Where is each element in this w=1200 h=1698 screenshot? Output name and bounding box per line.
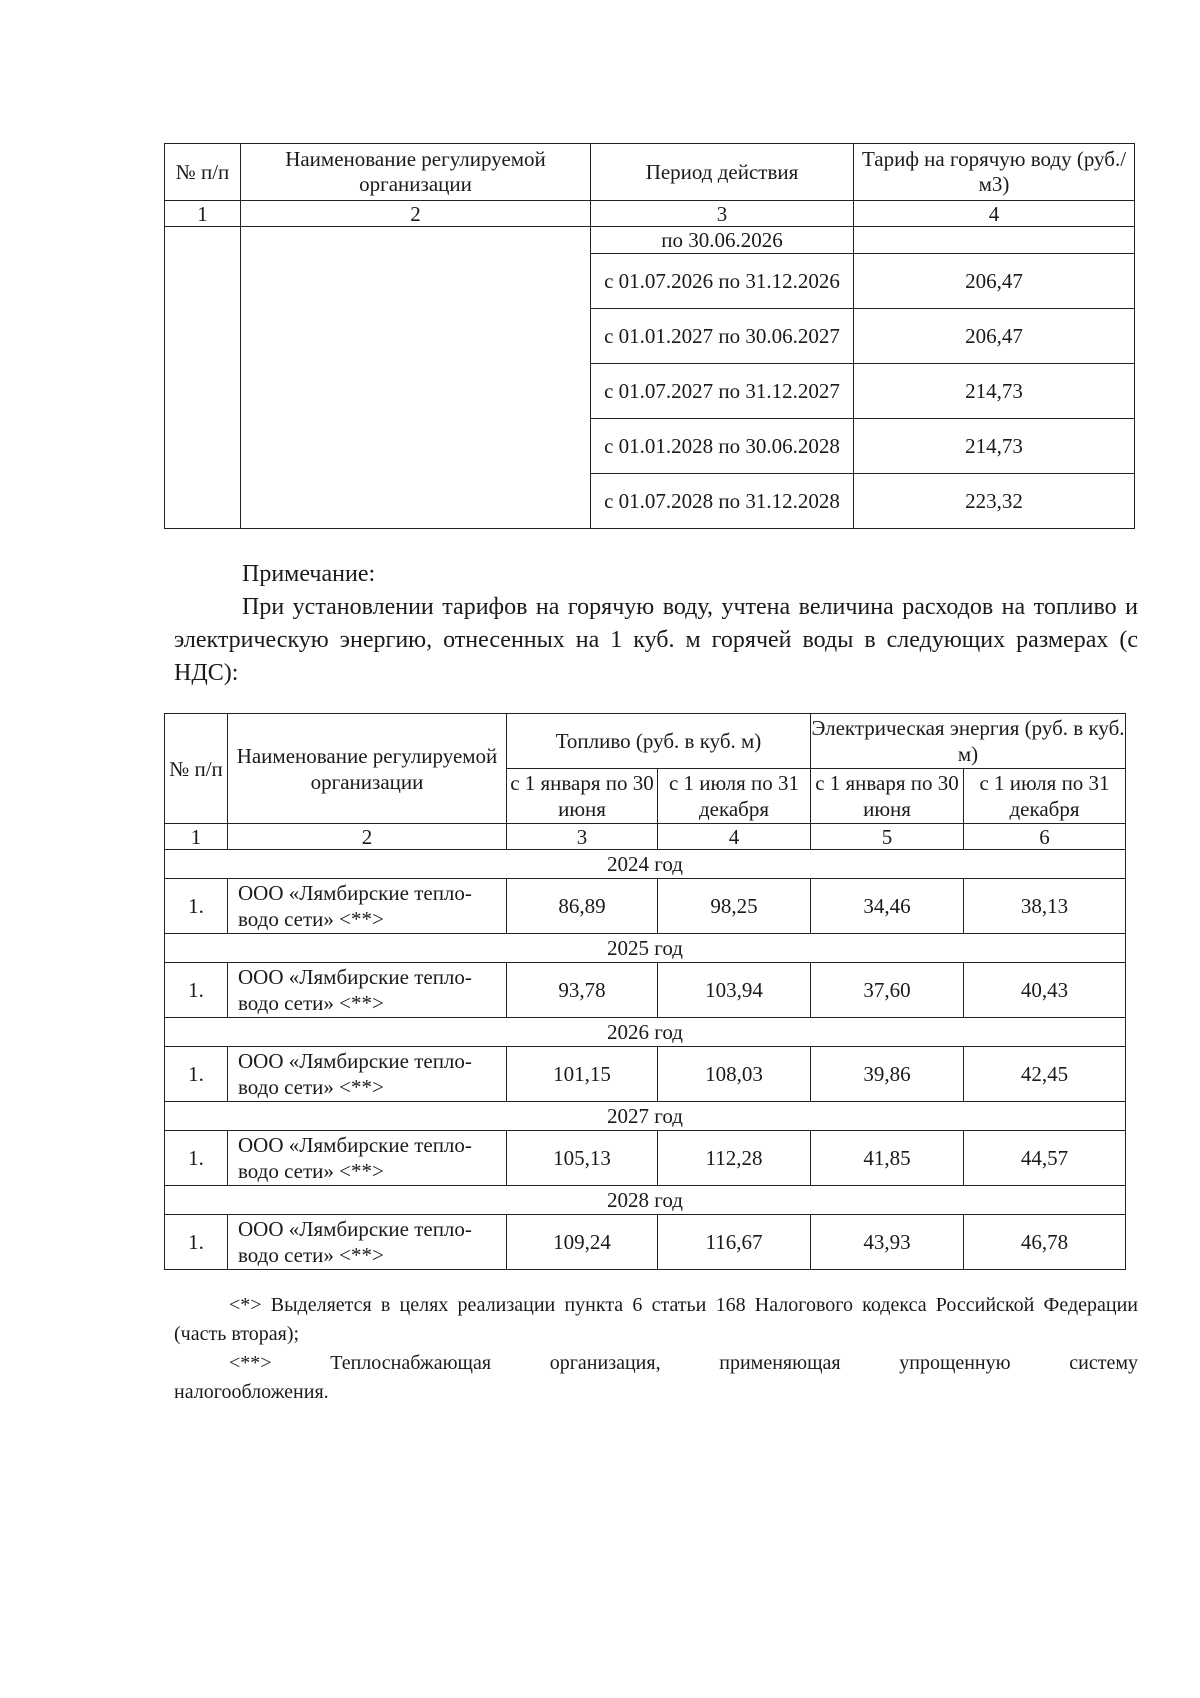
- fuel-jan-value: 93,78: [507, 963, 658, 1018]
- electric-jan-value: 43,93: [811, 1215, 964, 1270]
- year-label: 2024 год: [165, 850, 1126, 879]
- table-header-row: [165, 144, 1135, 201]
- period-cell: по 30.06.2026: [591, 227, 854, 254]
- electric-jul-value: 38,13: [964, 879, 1126, 934]
- year-label: 2026 год: [165, 1018, 1126, 1047]
- hot-water-tariff-table: [164, 143, 1135, 529]
- tariff-cell: [854, 227, 1135, 254]
- column-number-row: [165, 824, 1126, 850]
- footnote-vat: <*> Выделяется в целях реализации пункта 6 статьи 168 Налогового кодекса Российской Федерации (часть вторая);: [174, 1294, 1138, 1345]
- organization-name: ООО «Лямбирские тепло-водо сети» <**>: [228, 1215, 507, 1270]
- tariff-cell: 206,47: [854, 309, 1135, 364]
- organization-name: ООО «Лямбирские тепло-водо сети» <**>: [228, 879, 507, 934]
- period-cell: с 01.01.2028 по 30.06.2028: [591, 419, 854, 474]
- empty-number-cell: [165, 227, 241, 529]
- header-tariff: [854, 144, 1135, 201]
- column-number: 1: [165, 201, 241, 227]
- column-number: 4: [658, 824, 811, 850]
- electric-jul-value: 42,45: [964, 1047, 1126, 1102]
- note-section: [174, 558, 1138, 690]
- organization-name: ООО «Лямбирские тепло-водо сети» <**>: [228, 1047, 507, 1102]
- subheader-electric-jul: с 1 июля по 31 декабря: [964, 769, 1126, 824]
- table-row: [165, 1047, 1126, 1102]
- fuel-jul-value: 98,25: [658, 879, 811, 934]
- footnote-simplified-tax-continuation: налогообложения.: [174, 1381, 329, 1403]
- organization-name: ООО «Лямбирские тепло-водо сети» <**>: [228, 963, 507, 1018]
- year-label: 2025 год: [165, 934, 1126, 963]
- year-label: 2028 год: [165, 1186, 1126, 1215]
- row-number: 1.: [165, 1131, 228, 1186]
- period-cell: с 01.01.2027 по 30.06.2027: [591, 309, 854, 364]
- row-number: 1.: [165, 1215, 228, 1270]
- year-row: [165, 850, 1126, 879]
- header-number: № п/п: [165, 144, 241, 201]
- fuel-jul-value: 103,94: [658, 963, 811, 1018]
- header-fuel: Топливо (руб. в куб. м): [507, 714, 811, 769]
- tariff-cell: 214,73: [854, 364, 1135, 419]
- fuel-jan-value: 105,13: [507, 1131, 658, 1186]
- empty-organization-cell: [241, 227, 591, 529]
- year-label: 2027 год: [165, 1102, 1126, 1131]
- table-row: [165, 1215, 1126, 1270]
- fuel-energy-cost-table: [164, 713, 1126, 1270]
- column-number: 2: [228, 824, 507, 850]
- year-row: [165, 1186, 1126, 1215]
- header-organization: Наименование регулируемой организации: [241, 144, 591, 201]
- table-row: [165, 963, 1126, 1018]
- period-cell: с 01.07.2027 по 31.12.2027: [591, 364, 854, 419]
- footnotes: [174, 1291, 1138, 1407]
- subheader-fuel-jul: с 1 июля по 31 декабря: [658, 769, 811, 824]
- column-number-row: [165, 201, 1135, 227]
- column-number: 4: [854, 201, 1135, 227]
- column-number: 3: [591, 201, 854, 227]
- tariff-cell: 223,32: [854, 474, 1135, 529]
- column-number: 3: [507, 824, 658, 850]
- electric-jul-value: 40,43: [964, 963, 1126, 1018]
- column-number: 1: [165, 824, 228, 850]
- year-row: [165, 934, 1126, 963]
- period-cell: с 01.07.2026 по 31.12.2026: [591, 254, 854, 309]
- electric-jan-value: 41,85: [811, 1131, 964, 1186]
- column-number: 6: [964, 824, 1126, 850]
- fuel-jul-value: 116,67: [658, 1215, 811, 1270]
- subheader-electric-jan: с 1 января по 30 июня: [811, 769, 964, 824]
- year-row: [165, 1102, 1126, 1131]
- fuel-jul-value: 112,28: [658, 1131, 811, 1186]
- year-row: [165, 1018, 1126, 1047]
- table-row: [165, 1131, 1126, 1186]
- electric-jan-value: 39,86: [811, 1047, 964, 1102]
- electric-jul-value: 46,78: [964, 1215, 1126, 1270]
- electric-jan-value: 34,46: [811, 879, 964, 934]
- fuel-jan-value: 86,89: [507, 879, 658, 934]
- table-row: [165, 227, 1135, 254]
- column-number: 5: [811, 824, 964, 850]
- header-tariff-label: Тариф на горячую воду (руб./м3): [861, 147, 1127, 196]
- table-header-row: [165, 714, 1126, 769]
- tariff-cell: 206,47: [854, 254, 1135, 309]
- row-number: 1.: [165, 1047, 228, 1102]
- organization-name: ООО «Лямбирские тепло-водо сети» <**>: [228, 1131, 507, 1186]
- period-cell: с 01.07.2028 по 31.12.2028: [591, 474, 854, 529]
- footnote-simplified-tax: <**> Теплоснабжающая организация, применяющая упрощенную систему: [229, 1352, 1138, 1374]
- subheader-fuel-jan: с 1 января по 30 июня: [507, 769, 658, 824]
- header-number: № п/п: [165, 714, 228, 824]
- header-organization: Наименование регулируемой организации: [228, 714, 507, 824]
- column-number: 2: [241, 201, 591, 227]
- table-row: [165, 879, 1126, 934]
- fuel-jan-value: 101,15: [507, 1047, 658, 1102]
- fuel-jan-value: 109,24: [507, 1215, 658, 1270]
- electric-jan-value: 37,60: [811, 963, 964, 1018]
- row-number: 1.: [165, 879, 228, 934]
- note-title: Примечание:: [242, 561, 376, 587]
- header-period: Период действия: [591, 144, 854, 201]
- row-number: 1.: [165, 963, 228, 1018]
- header-electric-energy: Электрическая энергия (руб. в куб. м): [811, 714, 1126, 769]
- tariff-cell: 214,73: [854, 419, 1135, 474]
- electric-jul-value: 44,57: [964, 1131, 1126, 1186]
- note-text: При установлении тарифов на горячую воду, учтена величина расходов на топливо и электрическую энергию, отнесенных на 1 куб. м горячей воды в следующих размерах (с НДС):: [174, 594, 1138, 686]
- fuel-jul-value: 108,03: [658, 1047, 811, 1102]
